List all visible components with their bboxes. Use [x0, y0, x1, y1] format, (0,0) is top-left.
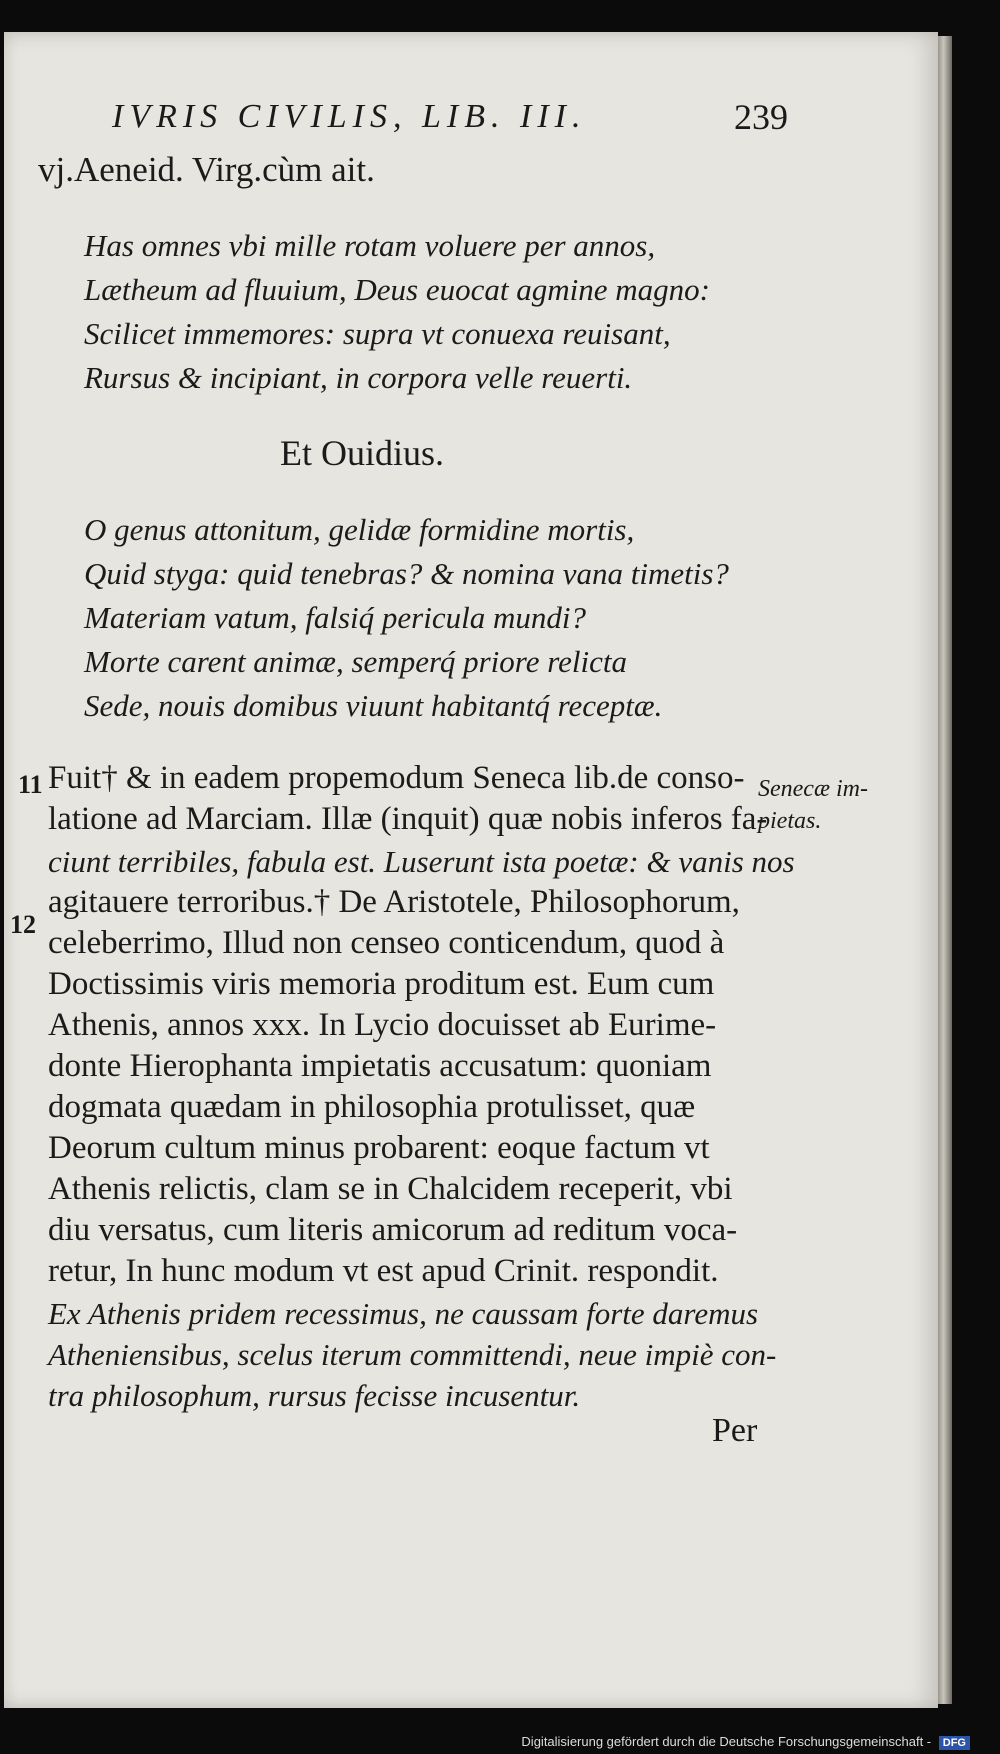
- verse-line: Morte carent animæ, semperq́ priore relicta: [84, 644, 627, 679]
- verse-line: O genus attonitum, gelidæ formidine mortis,: [84, 512, 635, 547]
- verse-line: Sede, nouis domibus viuunt habitantq́ receptæ.: [84, 688, 663, 723]
- verse-line: Materiam vatum, falsiq́ pericula mundi?: [84, 600, 586, 635]
- page-number: 239: [734, 97, 788, 137]
- running-head: IVRIS CIVILIS, LIB. III.: [112, 98, 587, 135]
- verse-line: Quid styga: quid tenebras? & nomina vana timetis?: [84, 556, 729, 591]
- verse-line: Lætheum ad fluuium, Deus euocat agmine magno:: [84, 272, 710, 307]
- prose-line: ciunt terribiles, fabula est. Luserunt ista poetæ: & vanis nos: [48, 844, 795, 879]
- section-number: 12: [10, 910, 36, 939]
- digitization-credit: [521, 1734, 970, 1750]
- intro-line: vj.Aeneid. Virg.cùm ait.: [38, 150, 375, 189]
- prose-line: donte Hierophanta impietatis accusatum: quoniam: [48, 1048, 712, 1084]
- prose-line: retur, In hunc modum vt est apud Crinit. respondit.: [48, 1253, 719, 1289]
- section-heading: Et Ouidius.: [280, 433, 445, 473]
- prose-line: Athenis relictis, clam se in Chalcidem receperit, vbi: [48, 1171, 733, 1207]
- credit-text: Digitalisierung gefördert durch die Deutsche Forschungsgemeinschaft -: [521, 1734, 932, 1750]
- book-page: [4, 32, 938, 1708]
- section-number: 11: [18, 770, 43, 799]
- prose-line: Ex Athenis pridem recessimus, ne caussam forte daremus: [48, 1296, 759, 1331]
- margin-note-line: pietas.: [758, 808, 822, 834]
- prose-line: Doctissimis viris memoria proditum est. Eum cum: [48, 966, 715, 1002]
- verse-line: Has omnes vbi mille rotam voluere per annos,: [84, 228, 656, 263]
- prose-line: agitauere terroribus.† De Aristotele, Philosophorum,: [48, 884, 740, 920]
- catchword: Per: [712, 1412, 758, 1449]
- dfg-logo: DFG: [939, 1736, 970, 1750]
- margin-note-line: Senecæ im-: [758, 776, 868, 802]
- prose-line: tra philosophum, rursus fecisse incusentur.: [48, 1378, 581, 1413]
- prose-line: Atheniensibus, scelus iterum committendi, neue impiè con-: [48, 1337, 777, 1372]
- prose-line: Fuit† & in eadem propemodum Seneca lib.de conso-: [48, 760, 745, 796]
- page-edge: [938, 36, 952, 1704]
- prose-line: Athenis, annos xxx. In Lycio docuisset ab Eurime-: [48, 1007, 717, 1043]
- verse-line: Scilicet immemores: supra vt conuexa reuisant,: [84, 316, 671, 351]
- prose-line: dogmata quædam in philosophia protulisset, quæ: [48, 1089, 696, 1125]
- prose-line: latione ad Marciam. Illæ (inquit) quæ nobis inferos fa-: [48, 801, 768, 837]
- prose-line: celeberrimo, Illud non censeo conticendum, quod à: [48, 925, 725, 961]
- verse-line: Rursus & incipiant, in corpora velle reuerti.: [84, 360, 633, 395]
- prose-line: diu versatus, cum literis amicorum ad reditum voca-: [48, 1212, 738, 1248]
- prose-line: Deorum cultum minus probarent: eoque factum vt: [48, 1130, 710, 1166]
